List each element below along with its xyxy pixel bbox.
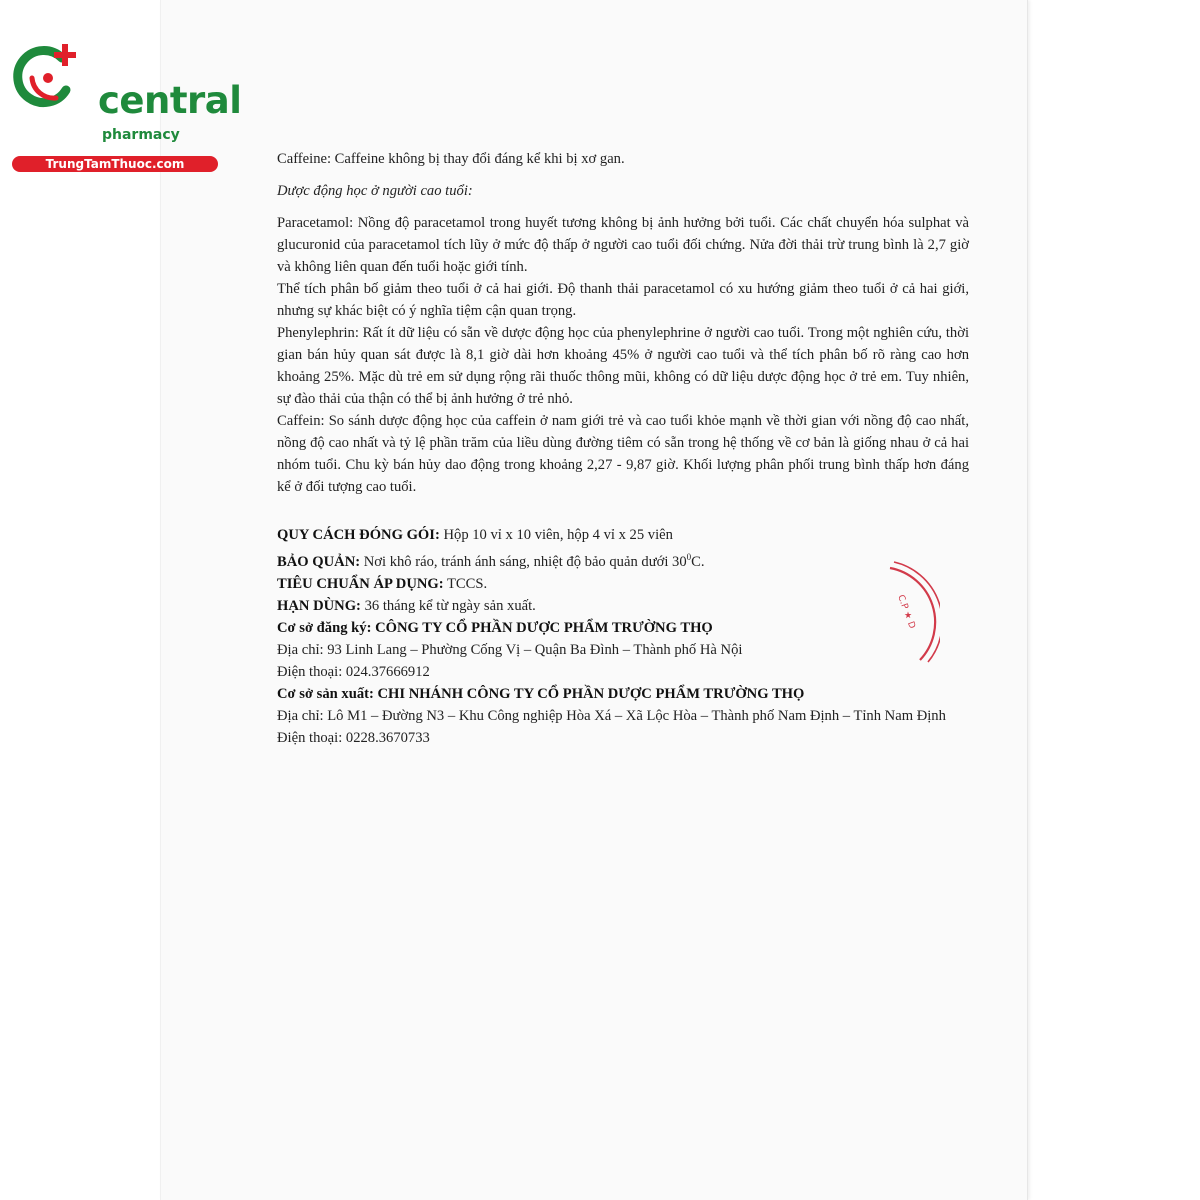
expiry-value: 36 tháng kể từ ngày sản xuất. — [360, 597, 536, 614]
manufacturer-phone: Điện thoại: 0228.3670733 — [277, 729, 430, 746]
standard-label: TIÊU CHUẨN ÁP DỤNG: — [277, 575, 444, 592]
expiry-line — [277, 595, 969, 617]
manufacturer-address: Địa chỉ: Lô M1 – Đường N3 – Khu Công nghiệp Hòa Xá – Xã Lộc Hòa – Thành phố Nam Định – Tỉnh Nam Định — [277, 707, 946, 724]
registrant-address: Địa chỉ: 93 Linh Lang – Phường Cống Vị – Quận Ba Đình – Thành phố Hà Nội — [277, 641, 743, 658]
registrant-label: Cơ sở đăng ký: — [277, 619, 372, 636]
registrant-value: CÔNG TY CỔ PHẦN DƯỢC PHẨM TRƯỜNG THỌ — [371, 619, 713, 636]
pharmacy-cross-icon — [10, 38, 90, 118]
logo-url-bar[interactable]: TrungTamThuoc.com — [12, 156, 218, 172]
phenylephrin-paragraph: Phenylephrin: Rất ít dữ liệu có sẵn về dược động học của phenylephrine ở người cao tuổi. Trong một nghiên cứu, thời gian bán hủy quan sát được là 8,1 giờ dài hơn khoảng 45% ở người cao tuổi và thể tích phân bố rõ ràng cao hơn khoảng 25%. Mặc dù trẻ em sử dụng rộng rãi thuốc thông mũi, không có dữ liệu dược động học ở trẻ em. Tuy nhiên, sự đào thải của thận có thể bị ảnh hưởng ở trẻ nhỏ. — [277, 325, 969, 407]
packing-label: QUY CÁCH ĐÓNG GÓI: — [277, 527, 440, 543]
packing-line — [277, 524, 969, 546]
document-body — [277, 148, 969, 749]
manufacturer-value: CHI NHÁNH CÔNG TY CỔ PHẦN DƯỢC PHẨM TRƯỜNG THỌ — [373, 685, 805, 702]
registrant-phone: Điện thoại: 024.37666912 — [277, 663, 430, 680]
caffein-paragraph: Caffein: So sánh dược động học của caffein ở nam giới trẻ và cao tuổi khỏe mạnh về thời gian với nồng độ cao nhất, nồng độ cao nhất và tỷ lệ phần trăm của liều dùng đường tiêm có sẵn trong hệ thống về cơ bản là giống nhau ở cả hai nhóm tuổi. Chu kỳ bán hủy dao động trong khoảng 2,27 - 9,87 giờ. Khối lượng phân phối trung bình thấp hơn đáng kể ở đối tượng cao tuổi. — [277, 413, 969, 495]
company-seal-stamp — [880, 560, 940, 670]
logo-subtitle: pharmacy — [102, 127, 180, 143]
storage-unit: C. — [691, 553, 705, 570]
manufacturer-label: Cơ sở sản xuất: — [277, 685, 374, 702]
caffeine-cirrhosis-paragraph: Caffeine: Caffeine không bị thay đổi đáng kể khi bị xơ gan. — [277, 151, 625, 167]
logo-wordmark: central — [98, 79, 242, 122]
elderly-pharmacokinetics-heading: Dược động học ở người cao tuổi: — [277, 183, 473, 199]
seal-text: C.P ★ D — [895, 593, 917, 631]
paracetamol-paragraph: Paracetamol: Nồng độ paracetamol trong huyết tương không bị ảnh hưởng bởi tuổi. Các chất chuyển hóa sulphat và glucuronid của paracetamol tích lũy ở mức độ thấp ở người cao tuổi đối chứng. Nửa đời thải trừ trung bình là 2,7 giờ và không liên quan đến tuổi hoặc giới tính. — [277, 215, 969, 275]
storage-degree: 0 — [686, 552, 692, 562]
distribution-paragraph: Thể tích phân bố giảm theo tuổi ở cả hai giới. Độ thanh thải paracetamol có xu hướng giảm theo tuổi ở cả hai giới, nhưng sự khác biệt có ý nghĩa tiệm cận quan trọng. — [277, 281, 969, 319]
storage-line — [277, 546, 969, 573]
central-pharmacy-logo[interactable] — [10, 38, 242, 171]
storage-value: Nơi khô ráo, tránh ánh sáng, nhiệt độ bảo quản dưới 30 — [360, 553, 687, 570]
registrant-line — [277, 617, 969, 639]
storage-label: BẢO QUẢN: — [277, 553, 361, 570]
expiry-label: HẠN DÙNG: — [277, 597, 361, 614]
standard-value: TCCS. — [443, 575, 488, 592]
manufacturer-line — [277, 683, 969, 705]
standard-line — [277, 573, 969, 595]
packing-value: Hộp 10 vỉ x 10 viên, hộp 4 vỉ x 25 viên — [439, 527, 673, 543]
